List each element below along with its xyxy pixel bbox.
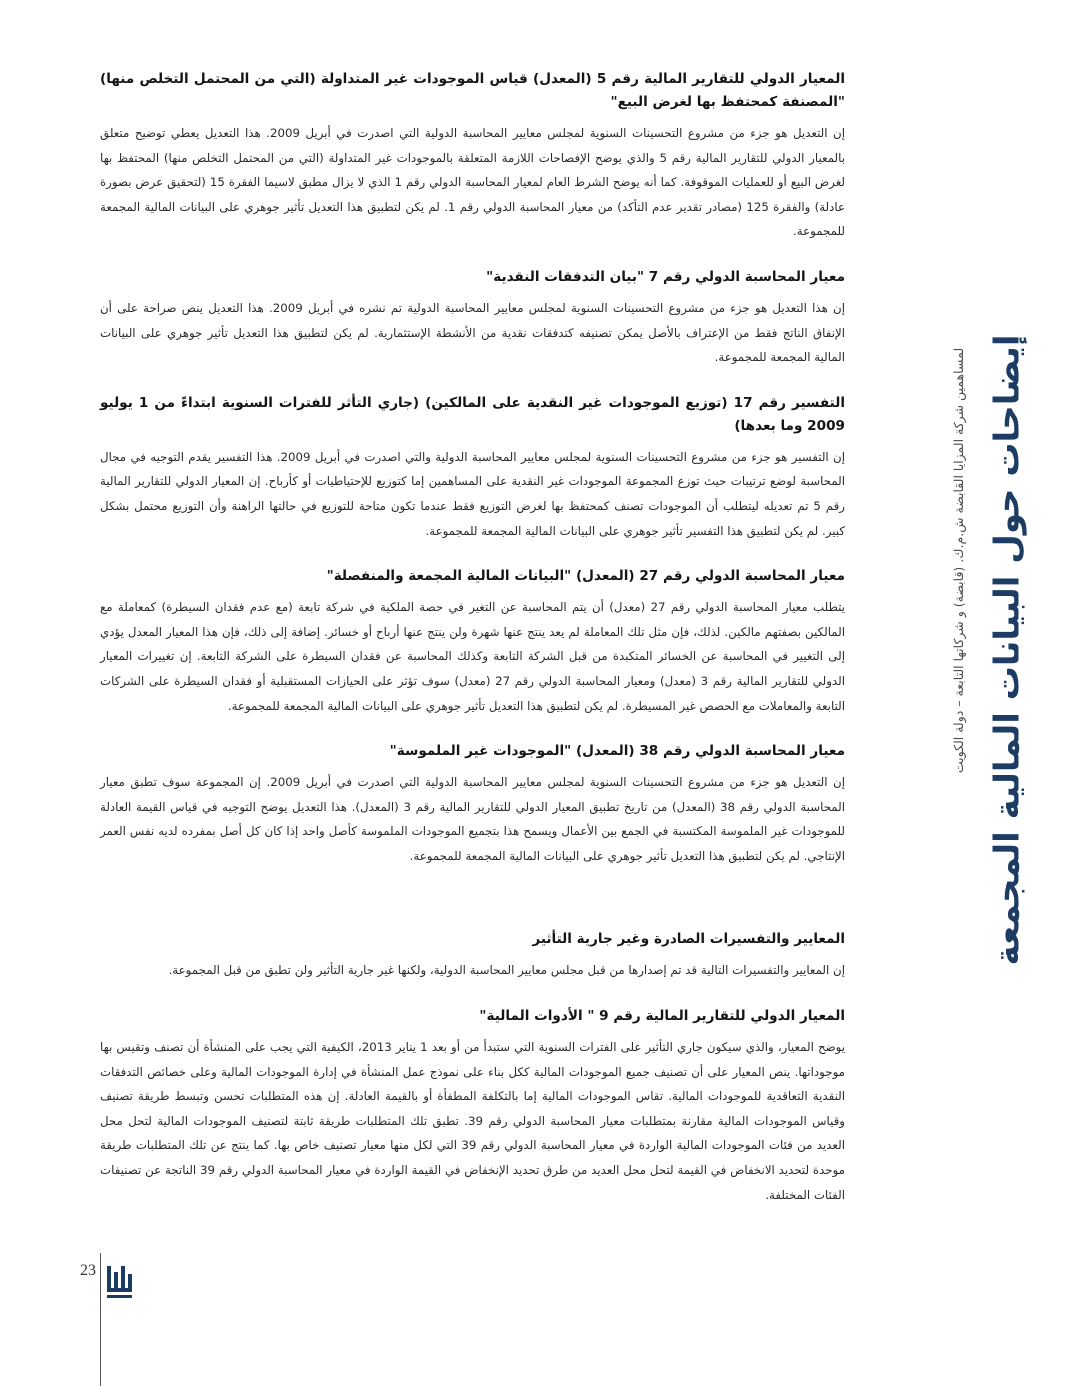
section-ifrs9 (100, 1005, 845, 1207)
section-heading: التفسير رقم 17 (توزيع الموجودات غير النقدية على المالكين) (جاري التأثر للفترات السنوية ابتداءً من 1 يوليو 2009 وما بعدها) (100, 394, 845, 434)
section-ias38 (100, 740, 845, 868)
section-ifric17 (100, 392, 845, 543)
section-paragraph: يوضح المعيار، والذي سيكون جاري التأثير على الفترات السنوية التي ستبدأ من أو بعد 1 يناير 2013، الكيفية التي يجب على المنشأة أن تصنف وتقيس بها موجوداتها. ينص المعيار على أن تصنيف جميع الموجودات المالية ككل بناء على نموذج عمل المنشأة في إدارة الموجودات المالية وعلى خصائص التدفقات النقدية التعاقدية للموجودات المالية. تقاس الموجودات المالية إما بالتكلفة المطفأة أو بالقيمة العادلة. إن هذه المتطلبات تحسن وتبسط طريقة تصنيف وقياس الموجودات المالية مقارنة بمتطلبات معيار المحاسبة الدولي رقم 39. تطبق تلك المتطلبات طريقة ثابتة لتصنيف الموجودات المالية لتحل محل العديد من فئات الموجودات المالية الواردة في معيار المحاسبة الدولي رقم 39 التي لكل منها معيار تصنيف خاص بها. كما ينتج عن تلك المتطلبات طريقة موحدة لتحديد الانخفاض في القيمة لتحل محل العديد من طرق تحديد الإنخفاض في القيمة الواردة في معيار المحاسبة الدولي رقم 39 الناتجة عن تصنيفات الفئات المختلفة. (100, 1040, 846, 1202)
section-heading: المعيار الدولي للتقارير المالية رقم 5 (المعدل) قياس الموجودات غير المتداولة (التي من المحتمل التخلص منها) "المصنفة كمحتفظ بها لغرض البيع" (100, 71, 846, 110)
document-body (100, 68, 845, 1229)
sidebar-subtitle-text: لمساهمين شركة المزايا القابضة ش.م.ك. (قابضة) و شركاتها التابعة – دولة الكويت (951, 347, 967, 773)
section-ias27 (100, 565, 845, 718)
section-heading: المعايير والتفسيرات الصادرة وغير جارية التأثير (532, 931, 845, 948)
page-number: 23 (80, 1262, 96, 1279)
sidebar-title (978, 334, 1038, 966)
section-standards-not-effective (100, 928, 845, 983)
section-paragraph: إن التفسير هو جزء من مشروع التحسينات السنوية لمجلس معايير المحاسبة الدولية والتي اصدرت في أبريل 2009. هذا التفسير يقدم التوجيه في مجال المحاسبة لوضع ترتيبات حيث توزع المجموعة الموجودات غير النقدية على المساهمين إما كتوزيع للإحتياطيات أو كأرباح. إن المعيار الدولي للتقارير المالية رقم 5 تم تعديله ليتطلب أن الموجودات تصنف كمحتفظ بها لغرض التوزيع فقط عندما تكون متاحة للتوزيع في حالتها الراهنة وأن التوزيع محتمل بشكل كبير. لم يكن لتطبيق هذا التفسير تأثير جوهري على البيانات المالية المجمعة للمجموعة. (100, 449, 845, 538)
sidebar-subtitle (944, 300, 974, 820)
section-heading: معيار المحاسبة الدولي رقم 7 "بيان التدفقات النقدية" (486, 268, 845, 285)
section-heading: معيار المحاسبة الدولي رقم 38 (المعدل) "الموجودات غير الملموسة" (389, 743, 845, 760)
section-paragraph: إن هذا التعديل هو جزء من مشروع التحسينات السنوية لمجلس معايير المحاسبة الدولية تم نشره في أبريل 2009. هذا التعديل ينص صراحة على أن الإنفاق الناتج فقط من الإعتراف بالأصل يمكن تصنيفه كتدفقات نقدية من الأنشطة الإستثمارية. لم يكن لتطبيق هذا التعديل تأثير جوهري على البيانات المالية المجمعة للمجموعة. (100, 300, 845, 365)
section-ifrs5 (100, 68, 845, 244)
section-paragraph: إن التعديل هو جزء من مشروع التحسينات السنوية لمجلس معايير المحاسبة الدولية التي اصدرت في أبريل 2009. إن المجموعة سوف تطبق معيار المحاسبة الدولي رقم 38 (المعدل) من تاريخ تطبيق المعيار الدولي للتقارير المالية رقم 3 (المعدل). هذا التعديل يوضح التوجيه في قياس القيمة العادلة للموجودات غير الملموسة المكتسبة في الجمع بين الأعمال ويسمح هذا بتجميع الموجودات الملموسة كأصل واحد إذا كان كل أصل بمفرده لديه نفس العمر الإنتاجي. لم يكن لتطبيق هذا التعديل تأثير جوهري على البيانات المالية المجمعة للمجموعة. (100, 775, 845, 863)
section-paragraph: يتطلب معيار المحاسبة الدولي رقم 27 (معدل) أن يتم المحاسبة عن التغير في حصة الملكية في شركة تابعة (مع عدم فقدان السيطرة) كمعاملة مع المالكين بصفتهم مالكين. لذلك، فإن مثل تلك المعاملة لم يعد ينتج عنها شهرة ولن ينتج عنها أرباح أو خسائر. إضافة إلى ذلك، فإن هذا المعيار المعدل يؤدي إلى التغيير في المحاسبة عن الخسائر المتكبدة من قبل الشركة التابعة وكذلك المحاسبة عن فقدان السيطرة على الشركة التابعة. إن تغييرات المعيار الدولي للتقارير المالية رقم 3 (معدل) ومعيار المحاسبة الدولي رقم 27 (معدل) سوف تؤثر على الحيازات المستقبلية أو فقدان السيطرة على الشركات التابعة والمعاملات مع الحصص غير المسيطرة. لم يكن لتطبيق هذا التعديل تأثير جوهري على البيانات المالية المجمعة للمجموعة. (100, 600, 845, 713)
section-paragraph: إن المعايير والتفسيرات التالية قد تم إصدارها من قبل مجلس معايير المحاسبة الدولية، ولكنها غير جارية التأثير ولن تطبق من قبل المجموعة. (168, 963, 845, 978)
section-heading: المعيار الدولي للتقارير المالية رقم 9 " الأدوات المالية" (479, 1008, 845, 1025)
section-heading: معيار المحاسبة الدولي رقم 27 (المعدل) "البيانات المالية المجمعة والمنفصلة" (326, 568, 845, 585)
section-spacer (100, 890, 845, 928)
sidebar-title-text: إيضاحات حول البيانات المالية المجمعة (987, 334, 1028, 966)
section-ias7 (100, 266, 845, 370)
footer-divider (100, 1253, 101, 1386)
company-logo-icon (104, 1262, 138, 1302)
section-paragraph: إن التعديل هو جزء من مشروع التحسينات السنوية لمجلس معايير المحاسبة الدولية التي اصدرت في أبريل 2009. هذا التعديل يعطي توضيح متعلق بالمعيار الدولي للتقارير المالية رقم 5 والذي يوضح الإفصاحات اللازمة المتعلقة بالموجودات غير المتداولة (التي من المحتمل التخلص منها) المحتفظ بها لغرض البيع أو للعمليات الموقوفة. كما أنه يوضح الشرط العام لمعيار المحاسبة الدولي رقم 1 الذي لا يزال مطبق لاسيما الفقرة 15 (لتحقيق عرض بصورة عادلة) والفقرة 125 (مصادر تقدير عدم التأكد) من معيار المحاسبة الدولي رقم 1. لم يكن لتطبيق هذا التعديل تأثير جوهري على البيانات المالية المجمعة للمجموعة. (100, 126, 846, 239)
